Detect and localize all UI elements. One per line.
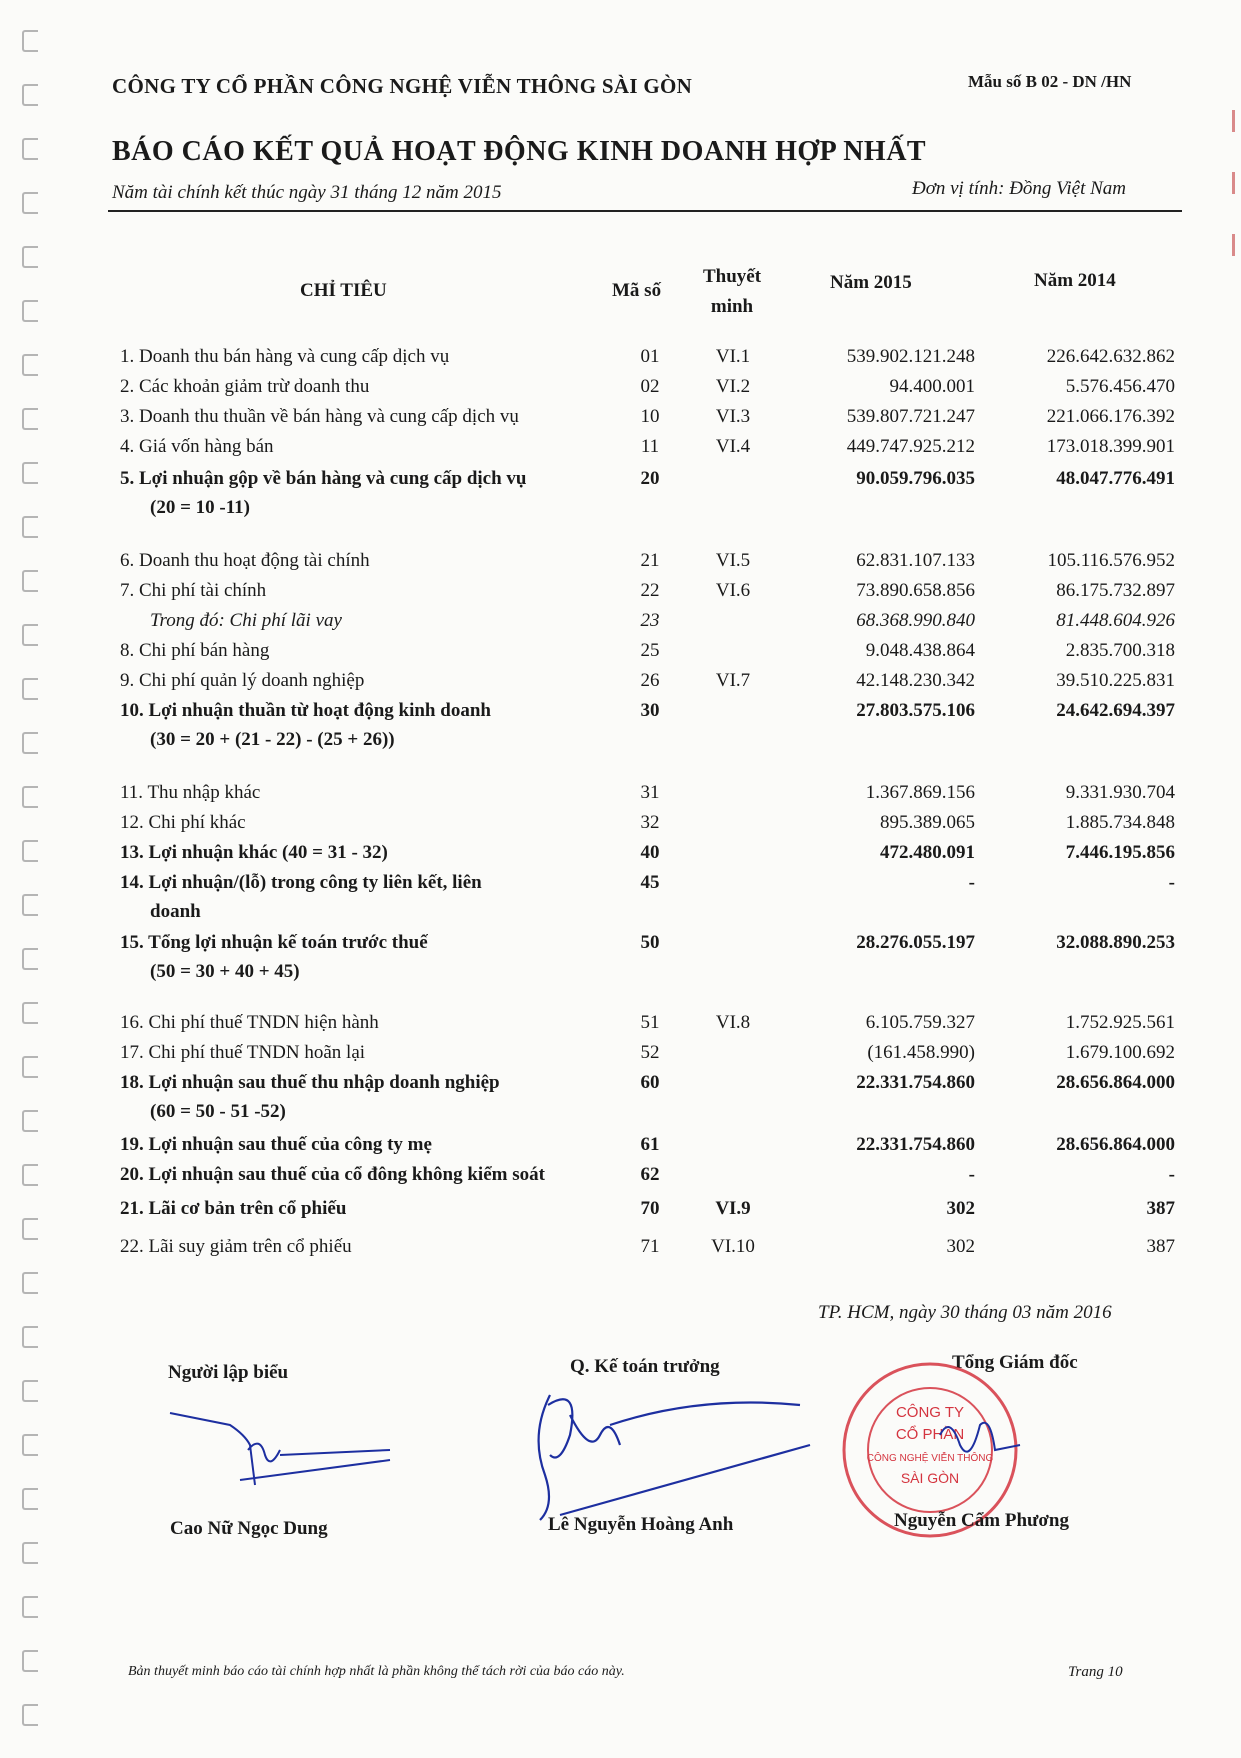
table-row — [0, 812, 1241, 842]
row-code: 61 — [640, 1134, 660, 1155]
row-code: 02 — [640, 376, 660, 397]
row-label: 15. Tổng lợi nhuận kế toán trước thuế — [120, 932, 428, 953]
table-row — [0, 550, 1241, 580]
value-2015: 449.747.925.212 — [846, 436, 975, 457]
row-label: 18. Lợi nhuận sau thuế thu nhập doanh nghiệp — [120, 1072, 500, 1093]
preparer-name: Cao Nữ Ngọc Dung — [170, 1518, 328, 1539]
table-row — [0, 1134, 1241, 1164]
table-row — [0, 932, 1241, 982]
value-2014: 28.656.864.000 — [1056, 1072, 1175, 1093]
company-name: CÔNG TY CỔ PHẦN CÔNG NGHỆ VIỄN THÔNG SÀI GÒN — [112, 74, 693, 98]
row-label: 11. Thu nhập khác — [120, 782, 261, 803]
row-label: 16. Chi phí thuế TNDN hiện hành — [120, 1012, 379, 1033]
header-note-line1: Thuyết — [702, 266, 762, 287]
table-row — [0, 1072, 1241, 1122]
accountant-role: Q. Kế toán trưởng — [570, 1356, 720, 1377]
row-label: 6. Doanh thu hoạt động tài chính — [120, 550, 370, 571]
value-2015: 22.331.754.860 — [856, 1072, 975, 1093]
director-role: Tổng Giám đốc — [952, 1352, 1078, 1373]
value-2015: 73.890.658.856 — [856, 580, 975, 601]
value-2015: 22.331.754.860 — [856, 1134, 975, 1155]
row-label: 21. Lãi cơ bản trên cổ phiếu — [120, 1198, 347, 1219]
row-label: 12. Chi phí khác — [120, 812, 246, 833]
value-2014: 39.510.225.831 — [1056, 670, 1175, 691]
header-item: CHỈ TIÊU — [300, 280, 387, 301]
table-row — [0, 1164, 1241, 1194]
row-note: VI.4 — [715, 436, 751, 457]
value-2014: 2.835.700.318 — [1065, 640, 1175, 661]
seal-line: CỔ PHẦN — [895, 1426, 965, 1443]
row-sublabel: doanh — [150, 901, 201, 922]
value-2014: 221.066.176.392 — [1046, 406, 1175, 427]
value-2015: 9.048.438.864 — [865, 640, 975, 661]
row-code: 22 — [640, 580, 660, 601]
value-2015: (161.458.990) — [867, 1042, 975, 1063]
table-row — [0, 436, 1241, 466]
row-sublabel: (60 = 50 - 51 -52) — [150, 1101, 286, 1122]
value-2015: 28.276.055.197 — [856, 932, 975, 953]
table-row — [0, 842, 1241, 872]
table-row — [0, 872, 1241, 922]
row-note: VI.6 — [715, 580, 751, 601]
header-year-2014: Năm 2014 — [1034, 270, 1116, 291]
row-note: VI.2 — [715, 376, 751, 397]
row-code: 21 — [640, 550, 660, 571]
value-2015: 42.148.230.342 — [856, 670, 975, 691]
table-row — [0, 1012, 1241, 1042]
header-note — [694, 262, 770, 322]
value-2014: 173.018.399.901 — [1046, 436, 1175, 457]
report-period: Năm tài chính kết thúc ngày 31 tháng 12 năm 2015 — [112, 182, 502, 203]
row-code: 45 — [640, 872, 660, 893]
value-2015: 90.059.796.035 — [856, 468, 975, 489]
row-code: 52 — [640, 1042, 660, 1063]
row-code: 51 — [640, 1012, 660, 1033]
value-2015: 302 — [946, 1198, 975, 1219]
value-2014: 1.752.925.561 — [1065, 1012, 1175, 1033]
value-2014: 5.576.456.470 — [1065, 376, 1175, 397]
row-sublabel: (20 = 10 -11) — [150, 497, 251, 518]
row-label: Trong đó: Chi phí lãi vay — [150, 610, 342, 631]
value-2015: 62.831.107.133 — [856, 550, 975, 571]
row-code: 50 — [640, 932, 660, 953]
table-row — [0, 1198, 1241, 1228]
header-year-2015: Năm 2015 — [830, 272, 912, 293]
row-label: 2. Các khoản giảm trừ doanh thu — [120, 376, 370, 397]
table-row — [0, 782, 1241, 812]
place-date: TP. HCM, ngày 30 tháng 03 năm 2016 — [818, 1302, 1112, 1323]
accountant-signature — [500, 1375, 820, 1525]
accountant-name: Lê Nguyễn Hoàng Anh — [548, 1514, 734, 1535]
row-label: 1. Doanh thu bán hàng và cung cấp dịch vụ — [120, 346, 450, 367]
table-row — [0, 1042, 1241, 1072]
row-label: 8. Chi phí bán hàng — [120, 640, 270, 661]
row-code: 32 — [640, 812, 660, 833]
value-2015: 27.803.575.106 — [856, 700, 975, 721]
value-2014: 387 — [1146, 1236, 1175, 1257]
table-row — [0, 376, 1241, 406]
table-row — [0, 468, 1241, 518]
row-code: 23 — [640, 610, 660, 631]
value-2014: 387 — [1146, 1198, 1175, 1219]
footer-note: Bản thuyết minh báo cáo tài chính hợp nhất là phần không thể tách rời của báo cáo này. — [128, 1664, 625, 1679]
row-code: 01 — [640, 346, 660, 367]
row-note: VI.1 — [715, 346, 751, 367]
value-2015: 539.807.721.247 — [846, 406, 975, 427]
value-2014: 105.116.576.952 — [1047, 550, 1175, 571]
value-2015: 1.367.869.156 — [865, 782, 975, 803]
row-code: 70 — [640, 1198, 660, 1219]
value-2014: 24.642.694.397 — [1056, 700, 1175, 721]
row-code: 30 — [640, 700, 660, 721]
value-2014: 7.446.195.856 — [1065, 842, 1175, 863]
row-code: 31 — [640, 782, 660, 803]
row-sublabel: (30 = 20 + (21 - 22) - (25 + 26)) — [150, 729, 395, 750]
row-note: VI.8 — [715, 1012, 751, 1033]
director-name: Nguyễn Cẩm Phương — [894, 1510, 1069, 1531]
value-2015: 302 — [946, 1236, 975, 1257]
row-note: VI.10 — [711, 1236, 755, 1257]
row-code: 25 — [640, 640, 660, 661]
row-label: 4. Giá vốn hàng bán — [120, 436, 274, 457]
row-label: 17. Chi phí thuế TNDN hoãn lại — [120, 1042, 366, 1063]
row-label: 10. Lợi nhuận thuần từ hoạt động kinh doanh — [120, 700, 491, 721]
value-2015: 539.902.121.248 — [846, 346, 975, 367]
row-code: 60 — [640, 1072, 660, 1093]
row-code: 26 — [640, 670, 660, 691]
form-code: Mẫu số B 02 - DN /HN — [968, 72, 1132, 91]
seal-line: CÔNG TY — [895, 1404, 965, 1421]
header-rule — [108, 210, 1182, 212]
report-title: BÁO CÁO KẾT QUẢ HOẠT ĐỘNG KINH DOANH HỢP NHẤT — [112, 136, 927, 167]
row-note: VI.9 — [715, 1198, 751, 1219]
row-label: 9. Chi phí quản lý doanh nghiệp — [120, 670, 365, 691]
table-row — [0, 610, 1241, 640]
edge-marks — [1232, 110, 1235, 296]
row-code: 10 — [640, 406, 660, 427]
row-note: VI.5 — [715, 550, 751, 571]
row-label: 19. Lợi nhuận sau thuế của công ty mẹ — [120, 1134, 432, 1155]
row-code: 20 — [640, 468, 660, 489]
row-label: 13. Lợi nhuận khác (40 = 31 - 32) — [120, 842, 388, 863]
row-label: 3. Doanh thu thuần về bán hàng và cung cấp dịch vụ — [120, 406, 519, 427]
table-row — [0, 640, 1241, 670]
row-code: 62 — [640, 1164, 660, 1185]
seal-line: SÀI GÒN — [900, 1470, 960, 1486]
header-note-line2: minh — [710, 296, 754, 317]
table-row — [0, 406, 1241, 436]
row-note: VI.7 — [715, 670, 751, 691]
table-row — [0, 346, 1241, 376]
value-2014: 32.088.890.253 — [1056, 932, 1175, 953]
table-row — [0, 670, 1241, 700]
value-2015: 94.400.001 — [889, 376, 975, 397]
preparer-signature — [160, 1395, 400, 1495]
value-2014: 9.331.930.704 — [1065, 782, 1175, 803]
row-label: 7. Chi phí tài chính — [120, 580, 267, 601]
header-code: Mã số — [612, 280, 662, 301]
value-2014: 1.679.100.692 — [1065, 1042, 1175, 1063]
value-2015: - — [968, 872, 975, 893]
preparer-role: Người lập biểu — [168, 1362, 289, 1383]
table-row — [0, 580, 1241, 610]
value-2014: - — [1168, 1164, 1175, 1185]
row-code: 40 — [640, 842, 660, 863]
value-2015: 68.368.990.840 — [856, 610, 975, 631]
value-2015: - — [968, 1164, 975, 1185]
value-2014: 28.656.864.000 — [1056, 1134, 1175, 1155]
value-2014: - — [1168, 872, 1175, 893]
row-label: 14. Lợi nhuận/(lỗ) trong công ty liên kết, liên — [120, 872, 482, 893]
table-row — [0, 700, 1241, 750]
value-2014: 226.642.632.862 — [1046, 346, 1175, 367]
row-note: VI.3 — [715, 406, 751, 427]
row-sublabel: (50 = 30 + 40 + 45) — [150, 961, 300, 982]
row-code: 11 — [640, 436, 660, 457]
value-2014: 86.175.732.897 — [1056, 580, 1175, 601]
currency-unit: Đơn vị tính: Đồng Việt Nam — [912, 178, 1127, 199]
value-2015: 6.105.759.327 — [865, 1012, 975, 1033]
value-2015: 895.389.065 — [880, 812, 975, 833]
row-label: 20. Lợi nhuận sau thuế của cổ đông không kiểm soát — [120, 1164, 545, 1185]
page-number: Trang 10 — [1068, 1664, 1123, 1680]
row-code: 71 — [640, 1236, 660, 1257]
value-2014: 81.448.604.926 — [1056, 610, 1175, 631]
row-label: 22. Lãi suy giảm trên cổ phiếu — [120, 1236, 352, 1257]
seal-line: CÔNG NGHỆ VIỄN THÔNG — [866, 1453, 994, 1464]
value-2014: 48.047.776.491 — [1056, 468, 1175, 489]
value-2015: 472.480.091 — [880, 842, 975, 863]
table-row — [0, 1236, 1241, 1266]
row-label: 5. Lợi nhuận gộp về bán hàng và cung cấp dịch vụ — [120, 468, 527, 489]
value-2014: 1.885.734.848 — [1065, 812, 1175, 833]
